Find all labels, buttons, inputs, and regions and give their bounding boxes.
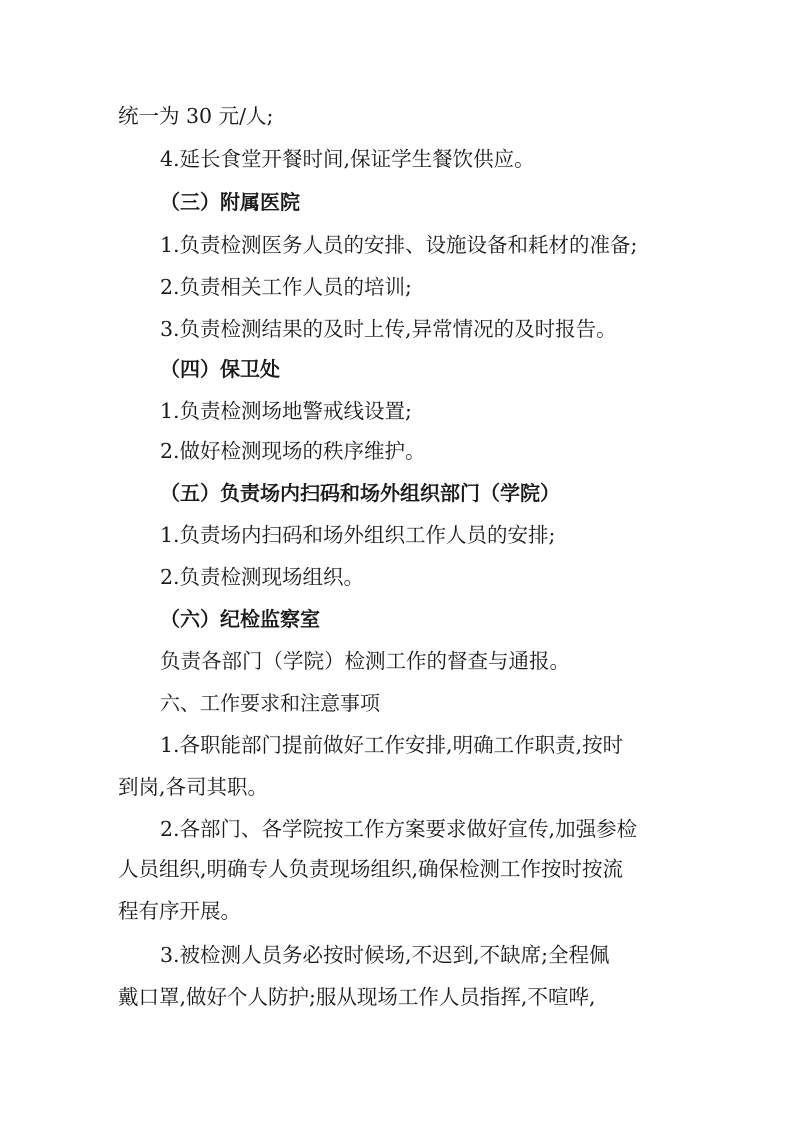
text-line-scanning-1: 1.负责场内扫码和场外组织工作人员的安排; [160,523,556,547]
text-line-discipline: 负责各部门（学院）检测工作的督查与通报。 [160,649,570,673]
text-line-scanning-2: 2.负责检测现场组织。 [160,565,365,589]
text-line-req-2b: 人员组织,明确专人负责现场组织,确保检测工作按时按流 [118,857,624,881]
text-line-hospital-3: 3.负责检测结果的及时上传,异常情况的及时报告。 [160,317,617,341]
section-heading-scanning: （五）负责场内扫码和场外组织部门（学院） [160,481,560,505]
text-line-security-2: 2.做好检测现场的秩序维护。 [160,439,426,463]
text-line-security-1: 1.负责检测场地警戒线设置; [160,399,412,423]
text-line-req-1b: 到岗,各司其职。 [118,775,269,799]
text-line-continuation: 统一为 30 元/人; [118,104,274,128]
chapter-heading-requirements: 六、工作要求和注意事项 [160,691,380,715]
section-heading-discipline: （六）纪检监察室 [160,607,320,631]
text-line-req-3b: 戴口罩,做好个人防护;服从现场工作人员指挥,不喧哗, [118,985,596,1009]
section-heading-hospital: （三）附属医院 [160,190,300,214]
text-line-item-4: 4.延长食堂开餐时间,保证学生餐饮供应。 [160,147,535,171]
text-line-req-3a: 3.被检测人员务必按时候场,不迟到,不缺席;全程佩 [160,943,610,967]
text-line-req-2c: 程有序开展。 [118,899,241,923]
section-heading-security: （四）保卫处 [160,357,280,381]
text-line-hospital-1: 1.负责检测医务人员的安排、设施设备和耗材的准备; [160,233,638,257]
text-line-req-2a: 2.各部门、各学院按工作方案要求做好宣传,加强参检 [160,817,638,841]
text-line-req-1a: 1.各职能部门提前做好工作安排,明确工作职责,按时 [160,733,624,757]
text-line-hospital-2: 2.负责相关工作人员的培训; [160,275,412,299]
